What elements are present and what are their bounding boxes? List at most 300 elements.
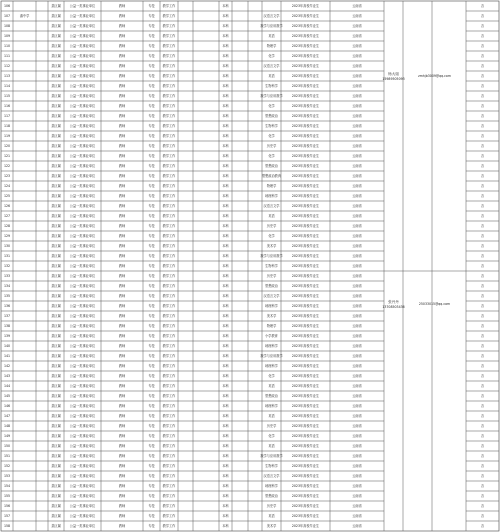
degree-cell: 本科 (222, 54, 229, 59)
degree-cell: 本科 (222, 404, 229, 409)
row-number: 143 (3, 374, 11, 379)
post-cell: 教师 (118, 364, 126, 369)
recruit-cell: 2023年高校毕业生 (291, 364, 320, 369)
degree-cell: 本科 (222, 24, 229, 29)
degree-cell: 本科 (222, 264, 229, 269)
degree-cell: 本科 (222, 274, 229, 279)
row-number: 134 (3, 284, 11, 289)
unit-type-cell: 公益一类事业单位 (69, 64, 96, 69)
post-cell: 教师 (118, 354, 126, 359)
category-cell: 专技 (148, 464, 155, 469)
category-cell: 专技 (148, 524, 155, 529)
subject-cell: 美术学 (266, 314, 277, 319)
post-cell: 教师 (118, 64, 126, 69)
recruit-cell: 2023年高校毕业生 (291, 94, 320, 99)
degree-cell: 本科 (222, 144, 229, 149)
post-cell: 教师 (118, 94, 126, 99)
district-cell: 县区属 (51, 414, 61, 419)
area-cell: 云南省 (352, 484, 362, 489)
row-number: 119 (3, 134, 11, 139)
subject-cell: 化学 (268, 54, 275, 59)
area-cell: 云南省 (352, 444, 362, 449)
subject-cell: 思想政治 (265, 114, 278, 119)
unit-type-cell: 公益一类事业单位 (69, 294, 96, 299)
district-cell: 县区属 (51, 4, 61, 9)
area-cell: 云南省 (352, 164, 362, 169)
contact-name: 杨大姐 (388, 72, 399, 77)
post-cell: 教师 (118, 484, 126, 489)
note-cell: 否 (480, 444, 485, 449)
area-cell: 云南省 (352, 284, 362, 289)
category-cell: 专技 (148, 344, 155, 349)
category-cell: 专技 (148, 224, 155, 229)
note-cell: 否 (480, 24, 485, 29)
recruit-cell: 2023年高校毕业生 (291, 154, 320, 159)
subject-cell: 化学 (268, 134, 275, 139)
job-cell: 教学工作 (162, 264, 176, 269)
note-cell: 否 (480, 254, 485, 259)
unit-type-cell: 公益一类事业单位 (69, 184, 96, 189)
degree-cell: 本科 (222, 444, 229, 449)
subject-cell: 数学与应用数学 (260, 454, 283, 459)
area-cell: 云南省 (352, 234, 362, 239)
category-cell: 专技 (148, 234, 155, 239)
degree-cell: 本科 (222, 244, 229, 249)
recruit-cell: 2023年高校毕业生 (291, 484, 320, 489)
recruit-cell: 2023年高校毕业生 (291, 184, 320, 189)
unit-type-cell: 公益一类事业单位 (69, 444, 96, 449)
category-cell: 专技 (148, 284, 155, 289)
area-cell: 云南省 (352, 174, 362, 179)
degree-cell: 本科 (222, 494, 229, 499)
note-cell: 否 (480, 104, 485, 109)
job-cell: 教学工作 (162, 114, 176, 119)
unit-type-cell: 公益一类事业单位 (69, 424, 96, 429)
note-cell: 否 (480, 94, 485, 99)
area-cell: 云南省 (352, 324, 362, 329)
district-cell: 县区属 (51, 514, 61, 519)
row-number: 157 (3, 514, 11, 519)
area-cell: 云南省 (352, 404, 362, 409)
area-cell: 云南省 (352, 334, 362, 339)
job-cell: 教学工作 (162, 4, 176, 9)
note-cell: 否 (480, 44, 485, 49)
district-cell: 县区属 (51, 474, 61, 479)
district-cell: 县区属 (51, 44, 61, 49)
unit-type-cell: 公益一类事业单位 (69, 314, 96, 319)
unit-type-cell: 公益一类事业单位 (69, 214, 96, 219)
recruit-cell: 2023年高校毕业生 (291, 524, 320, 529)
post-cell: 教师 (118, 434, 126, 439)
area-cell: 云南省 (352, 84, 362, 89)
note-cell: 否 (480, 244, 485, 249)
job-cell: 教学工作 (162, 74, 176, 79)
recruit-cell: 2023年高校毕业生 (291, 424, 320, 429)
subject-cell: 思想政治教育 (261, 174, 282, 179)
note-cell: 否 (480, 224, 485, 229)
degree-cell: 本科 (222, 234, 229, 239)
post-cell: 教师 (118, 284, 126, 289)
recruit-cell: 2023年高校毕业生 (291, 84, 320, 89)
subject-cell: 历史学 (266, 424, 277, 429)
unit-type-cell: 公益一类事业单位 (69, 74, 96, 79)
post-cell: 教师 (118, 464, 126, 469)
district-cell: 县区属 (51, 114, 61, 119)
degree-cell: 本科 (222, 164, 229, 169)
row-number: 117 (3, 114, 11, 119)
row-number: 112 (3, 64, 11, 69)
post-cell: 教师 (118, 254, 126, 259)
recruit-cell: 2023年高校毕业生 (291, 244, 320, 249)
post-cell: 教师 (118, 304, 126, 309)
subject-cell: 化学 (268, 374, 275, 379)
unit-type-cell: 公益一类事业单位 (69, 394, 96, 399)
recruit-cell: 2023年高校毕业生 (291, 414, 320, 419)
post-cell: 教师 (118, 194, 126, 199)
job-cell: 教学工作 (162, 364, 176, 369)
district-cell: 县区属 (51, 424, 61, 429)
subject-cell: 英语 (268, 444, 275, 449)
recruit-cell: 2023年高校毕业生 (291, 454, 320, 459)
degree-cell: 本科 (222, 524, 229, 529)
post-cell: 教师 (118, 414, 126, 419)
row-number: 125 (3, 194, 11, 199)
subject-cell: 美术学 (266, 244, 277, 249)
unit-type-cell: 公益一类事业单位 (69, 304, 96, 309)
category-cell: 专技 (148, 414, 155, 419)
note-cell: 否 (480, 194, 485, 199)
category-cell: 专技 (148, 264, 155, 269)
unit-type-cell: 公益一类事业单位 (69, 274, 96, 279)
job-cell: 教学工作 (162, 384, 176, 389)
note-cell: 否 (480, 474, 485, 479)
post-cell: 教师 (118, 234, 126, 239)
subject-cell: 思想政治 (265, 284, 278, 289)
category-cell: 专技 (148, 504, 155, 509)
job-cell: 教学工作 (162, 234, 176, 239)
unit-type-cell: 公益一类事业单位 (69, 114, 96, 119)
row-number: 120 (3, 144, 11, 149)
district-cell: 县区属 (51, 144, 61, 149)
row-number: 149 (3, 434, 11, 439)
row-number: 121 (3, 154, 11, 159)
district-cell: 县区属 (51, 174, 61, 179)
row-number: 136 (3, 304, 11, 309)
note-cell: 否 (480, 434, 485, 439)
post-cell: 教师 (118, 214, 126, 219)
subject-cell: 数学与应用数学 (260, 94, 283, 99)
note-cell: 否 (480, 334, 485, 339)
recruit-cell: 2023年高校毕业生 (291, 34, 320, 39)
area-cell: 云南省 (352, 54, 362, 59)
note-cell: 否 (480, 214, 485, 219)
note-cell: 否 (480, 384, 485, 389)
degree-cell: 本科 (222, 454, 229, 459)
note-cell: 否 (480, 64, 485, 69)
category-cell: 专技 (148, 454, 155, 459)
category-cell: 专技 (148, 324, 155, 329)
note-cell: 否 (480, 14, 485, 19)
unit-type-cell: 公益一类事业单位 (69, 204, 96, 209)
note-cell: 否 (480, 174, 485, 179)
district-cell: 县区属 (51, 214, 61, 219)
job-cell: 教学工作 (162, 204, 176, 209)
unit-type-cell: 公益一类事业单位 (69, 384, 96, 389)
post-cell: 教师 (118, 374, 126, 379)
area-cell: 云南省 (352, 14, 362, 19)
district-cell: 县区属 (51, 64, 61, 69)
post-cell: 教师 (118, 164, 126, 169)
note-cell: 否 (480, 344, 485, 349)
recruit-cell: 2023年高校毕业生 (291, 324, 320, 329)
degree-cell: 本科 (222, 374, 229, 379)
post-cell: 教师 (118, 54, 126, 59)
job-cell: 教学工作 (162, 144, 176, 149)
district-cell: 县区属 (51, 104, 61, 109)
row-number: 151 (3, 454, 11, 459)
recruit-cell: 2023年高校毕业生 (291, 434, 320, 439)
area-cell: 云南省 (352, 304, 362, 309)
post-cell: 教师 (118, 34, 126, 39)
recruit-cell: 2023年高校毕业生 (291, 54, 320, 59)
district-cell: 县区属 (51, 484, 61, 489)
post-cell: 教师 (118, 4, 126, 9)
row-number: 133 (3, 274, 11, 279)
post-cell: 教师 (118, 334, 126, 339)
job-cell: 教学工作 (162, 444, 176, 449)
category-cell: 专技 (148, 94, 155, 99)
category-cell: 专技 (148, 144, 155, 149)
degree-cell: 本科 (222, 84, 229, 89)
note-cell: 否 (480, 354, 485, 359)
job-cell: 教学工作 (162, 14, 176, 19)
area-cell: 云南省 (352, 524, 362, 529)
district-cell: 县区属 (51, 394, 61, 399)
area-cell: 云南省 (352, 414, 362, 419)
recruit-cell: 2023年高校毕业生 (291, 314, 320, 319)
subject-cell: 汉语言文学 (263, 474, 280, 479)
unit-type-cell: 公益一类事业单位 (69, 34, 96, 39)
recruit-cell: 2023年高校毕业生 (291, 44, 320, 49)
area-cell: 云南省 (352, 354, 362, 359)
category-cell: 专技 (148, 434, 155, 439)
job-cell: 教学工作 (162, 64, 176, 69)
row-number: 106 (3, 4, 11, 9)
area-cell: 云南省 (352, 214, 362, 219)
district-cell: 县区属 (51, 334, 61, 339)
post-cell: 教师 (118, 244, 126, 249)
area-cell: 云南省 (352, 74, 362, 79)
degree-cell: 本科 (222, 304, 229, 309)
district-cell: 县区属 (51, 354, 61, 359)
category-cell: 专技 (148, 214, 155, 219)
district-cell: 县区属 (51, 194, 61, 199)
row-number: 142 (3, 364, 11, 369)
area-cell: 云南省 (352, 104, 362, 109)
degree-cell: 本科 (222, 314, 229, 319)
subject-cell: 历史学 (266, 504, 277, 509)
post-cell: 教师 (118, 394, 126, 399)
subject-cell: 生物科学 (265, 264, 278, 269)
subject-cell: 数学与应用数学 (260, 24, 283, 29)
area-cell: 云南省 (352, 154, 362, 159)
district-cell: 县区属 (51, 454, 61, 459)
area-cell: 云南省 (352, 4, 362, 9)
unit-type-cell: 公益一类事业单位 (69, 354, 96, 359)
area-cell: 云南省 (352, 294, 362, 299)
unit-type-cell: 公益一类事业单位 (69, 414, 96, 419)
district-cell: 县区属 (51, 274, 61, 279)
district-cell: 县区属 (51, 204, 61, 209)
note-cell: 否 (480, 314, 485, 319)
note-cell: 否 (480, 364, 485, 369)
note-cell: 否 (480, 264, 485, 269)
contact-name: 张丹丹 (388, 300, 399, 305)
unit-type-cell: 公益一类事业单位 (69, 144, 96, 149)
row-number: 113 (3, 74, 11, 79)
unit-type-cell: 公益一类事业单位 (69, 54, 96, 59)
row-number: 145 (3, 394, 11, 399)
district-cell: 县区属 (51, 124, 61, 129)
recruit-cell: 2023年高校毕业生 (291, 24, 320, 29)
unit-type-cell: 公益一类事业单位 (69, 364, 96, 369)
district-cell: 县区属 (51, 24, 61, 29)
degree-cell: 本科 (222, 284, 229, 289)
district-cell: 县区属 (51, 294, 61, 299)
post-cell: 教师 (118, 504, 126, 509)
category-cell: 专技 (148, 254, 155, 259)
job-cell: 教学工作 (162, 174, 176, 179)
degree-cell: 本科 (222, 474, 229, 479)
row-number: 111 (3, 54, 11, 59)
degree-cell: 本科 (222, 104, 229, 109)
subject-cell: 汉语言文学 (263, 204, 280, 209)
area-cell: 云南省 (352, 424, 362, 429)
degree-cell: 本科 (222, 514, 229, 519)
category-cell: 专技 (148, 64, 155, 69)
degree-cell: 本科 (222, 434, 229, 439)
note-cell: 否 (480, 4, 485, 9)
category-cell: 专技 (148, 514, 155, 519)
unit-type-cell: 公益一类事业单位 (69, 44, 96, 49)
note-cell: 否 (480, 524, 485, 529)
recruit-cell: 2023年高校毕业生 (291, 124, 320, 129)
recruit-cell: 2023年高校毕业生 (291, 164, 320, 169)
unit-type-cell: 公益一类事业单位 (69, 504, 96, 509)
district-cell: 县区属 (51, 254, 61, 259)
job-cell: 教学工作 (162, 134, 176, 139)
area-cell: 云南省 (352, 144, 362, 149)
job-cell: 教学工作 (162, 314, 176, 319)
row-number: 147 (3, 414, 11, 419)
row-number: 152 (3, 464, 11, 469)
district-cell: 县区属 (51, 184, 61, 189)
subject-cell: 生物科学 (265, 124, 278, 129)
subject-cell: 物理学 (266, 324, 277, 329)
unit-type-cell: 公益一类事业单位 (69, 84, 96, 89)
category-cell: 专技 (148, 74, 155, 79)
note-cell: 否 (480, 464, 485, 469)
district-cell: 县区属 (51, 234, 61, 239)
subject-cell: 思想政治 (265, 394, 278, 399)
district-cell: 县区属 (51, 224, 61, 229)
area-cell: 云南省 (352, 374, 362, 379)
category-cell: 专技 (148, 164, 155, 169)
degree-cell: 本科 (222, 94, 229, 99)
unit-type-cell: 公益一类事业单位 (69, 454, 96, 459)
area-cell: 云南省 (352, 114, 362, 119)
note-cell: 否 (480, 84, 485, 89)
degree-cell: 本科 (222, 324, 229, 329)
job-cell: 教学工作 (162, 524, 176, 529)
district-cell: 县区属 (51, 434, 61, 439)
post-cell: 教师 (118, 324, 126, 329)
subject-cell: 英语 (268, 384, 275, 389)
category-cell: 专技 (148, 364, 155, 369)
note-cell: 否 (480, 424, 485, 429)
post-cell: 教师 (118, 74, 126, 79)
subject-cell: 历史学 (266, 274, 277, 279)
category-cell: 专技 (148, 404, 155, 409)
unit-type-cell: 公益一类事业单位 (69, 24, 96, 29)
category-cell: 专技 (148, 294, 155, 299)
job-cell: 教学工作 (162, 284, 176, 289)
area-cell: 云南省 (352, 44, 362, 49)
unit-type-cell: 公益一类事业单位 (69, 324, 96, 329)
post-cell: 教师 (118, 124, 126, 129)
job-cell: 教学工作 (162, 154, 176, 159)
recruit-cell: 2023年高校毕业生 (291, 474, 320, 479)
row-number: 127 (3, 214, 11, 219)
subject-cell: 美术学 (266, 524, 277, 529)
job-cell: 教学工作 (162, 294, 176, 299)
row-number: 122 (3, 164, 11, 169)
degree-cell: 本科 (222, 484, 229, 489)
job-cell: 教学工作 (162, 334, 176, 339)
recruit-cell: 2023年高校毕业生 (291, 384, 320, 389)
area-cell: 云南省 (352, 454, 362, 459)
category-cell: 专技 (148, 314, 155, 319)
job-cell: 教学工作 (162, 104, 176, 109)
recruit-cell: 2023年高校毕业生 (291, 74, 320, 79)
job-cell: 教学工作 (162, 424, 176, 429)
subject-cell: 小学教育 (265, 334, 278, 339)
recruit-cell: 2023年高校毕业生 (291, 274, 320, 279)
subject-cell: 数学与应用数学 (260, 254, 283, 259)
row-number: 154 (3, 484, 11, 489)
subject-cell: 历史学 (266, 144, 277, 149)
area-cell: 云南省 (352, 514, 362, 519)
area-cell: 云南省 (352, 194, 362, 199)
note-cell: 否 (480, 494, 485, 499)
post-cell: 教师 (118, 174, 126, 179)
recruit-cell: 2023年高校毕业生 (291, 514, 320, 519)
post-cell: 教师 (118, 494, 126, 499)
district-cell: 县区属 (51, 244, 61, 249)
job-cell: 教学工作 (162, 504, 176, 509)
job-cell: 教学工作 (162, 44, 176, 49)
degree-cell: 本科 (222, 14, 229, 19)
job-cell: 教学工作 (162, 254, 176, 259)
post-cell: 教师 (118, 24, 126, 29)
recruit-cell: 2023年高校毕业生 (291, 114, 320, 119)
job-cell: 教学工作 (162, 84, 176, 89)
note-cell: 否 (480, 504, 485, 509)
degree-cell: 本科 (222, 184, 229, 189)
unit-type-cell: 公益一类事业单位 (69, 174, 96, 179)
subject-cell: 英语 (268, 514, 275, 519)
recruit-cell: 2023年高校毕业生 (291, 334, 320, 339)
